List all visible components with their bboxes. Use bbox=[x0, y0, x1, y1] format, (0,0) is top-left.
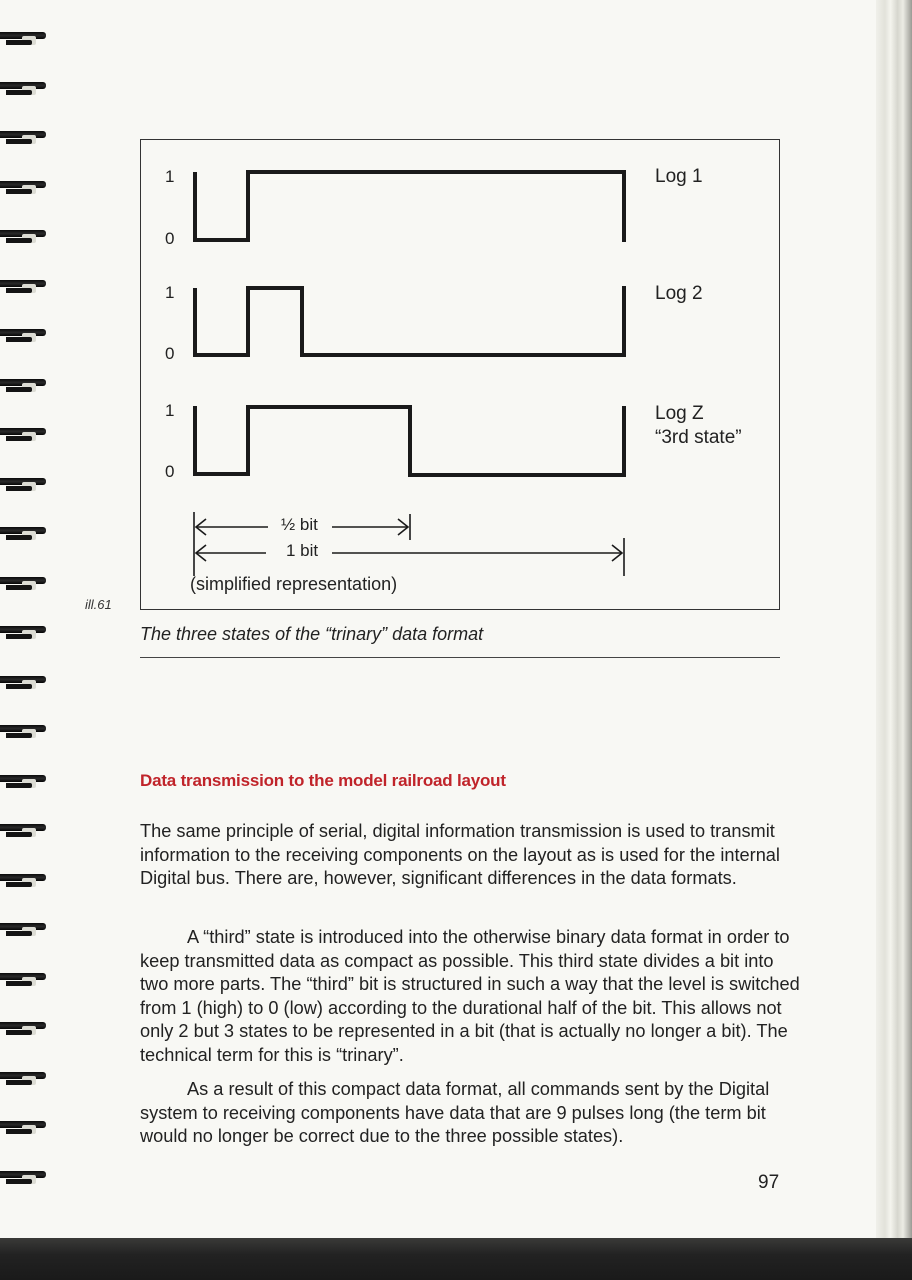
log-1-low-label: 0 bbox=[165, 229, 175, 248]
one-bit-label: 1 bit bbox=[282, 541, 322, 561]
section-heading: Data transmission to the model railroad layout bbox=[140, 771, 506, 790]
log-z-high-label: 1 bbox=[165, 401, 175, 420]
state-label-log-1: Log 1 bbox=[655, 166, 703, 187]
illustration-number: ill.61 bbox=[85, 597, 112, 612]
figure-note: (simplified representation) bbox=[190, 574, 398, 594]
state-sublabel-log-z: “3rd state” bbox=[655, 427, 742, 448]
paragraph-1: The same principle of serial, digital information transmission is used to transmit information to the receiving components on the layout as is used for the internal Digital bus. There are, however, significant differences in the data formats. bbox=[140, 821, 780, 889]
paragraph-2: A “third” state is introduced into the otherwise binary data format in order to keep transmitted data as compact as possible. This third state divides a bit into two more parts. The “third” bit is structured in such a way that the level is switched from 1 (high) to 0 (low) according to the durational half of the bit. This allows not only 2 but 3 states to be represented in a bit (that is actually no longer a bit). The technical term for this is “trinary”. bbox=[140, 927, 800, 1065]
state-label-log-z: Log Z bbox=[655, 403, 704, 424]
page-number: 97 bbox=[758, 1172, 780, 1193]
log-2-low-label: 0 bbox=[165, 344, 175, 363]
figure-caption: The three states of the “trinary” data format bbox=[140, 624, 484, 644]
log-z-low-label: 0 bbox=[165, 462, 175, 481]
half-bit-label: ½ bit bbox=[277, 515, 322, 535]
waveform-log-z bbox=[195, 407, 624, 475]
waveform-log-2 bbox=[195, 288, 624, 355]
log-1-high-label: 1 bbox=[165, 167, 175, 186]
log-2-high-label: 1 bbox=[165, 283, 175, 302]
state-label-log-2: Log 2 bbox=[655, 283, 703, 304]
caption-divider bbox=[140, 657, 780, 658]
paragraph-3: As a result of this compact data format, all commands sent by the Digital system to receiving components have data that are 9 pulses long (the term bit would no longer be correct due to the three possible states). bbox=[140, 1079, 770, 1147]
waveform-log-1 bbox=[195, 172, 624, 240]
